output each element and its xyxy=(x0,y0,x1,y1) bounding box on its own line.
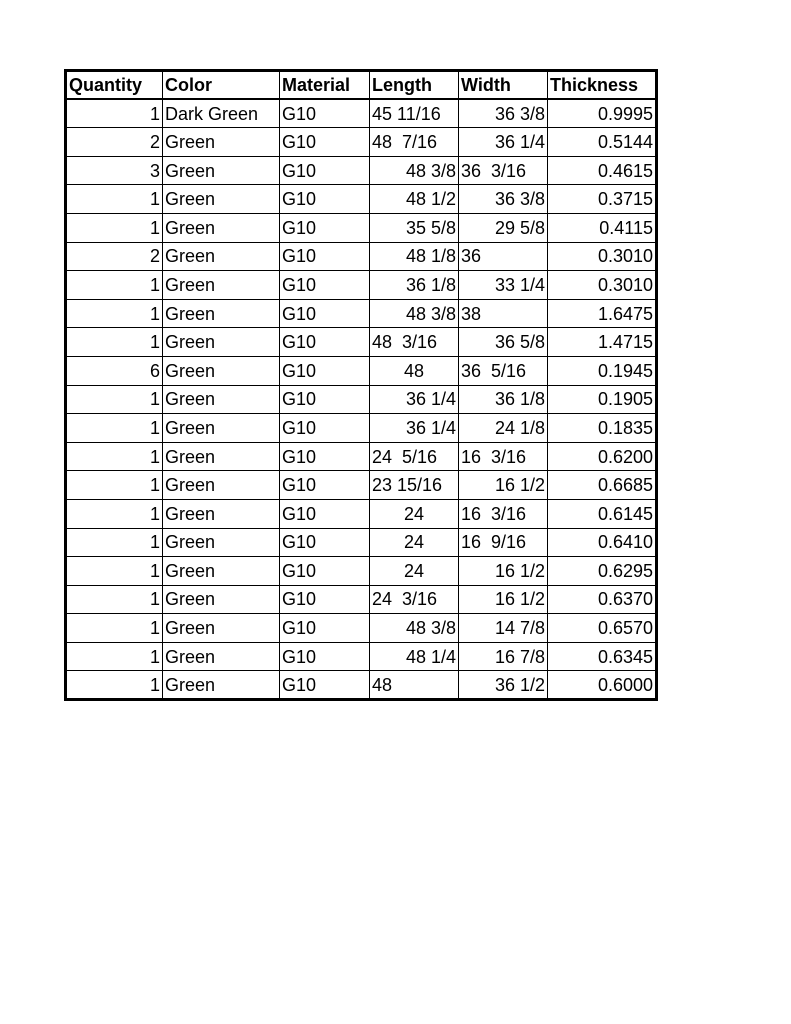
color-cell: Green xyxy=(163,128,280,157)
table-row xyxy=(66,299,657,328)
length-cell: 24 3/16 xyxy=(370,585,459,614)
width-cell: 14 7/8 xyxy=(459,614,548,643)
header-length: Length xyxy=(370,71,459,100)
quantity-cell: 1 xyxy=(66,642,163,671)
table-row xyxy=(66,528,657,557)
width-cell: 16 7/8 xyxy=(459,642,548,671)
material-cell: G10 xyxy=(280,328,370,357)
color-cell: Green xyxy=(163,156,280,185)
table-row xyxy=(66,499,657,528)
width-cell: 36 5/8 xyxy=(459,328,548,357)
material-cell: G10 xyxy=(280,557,370,586)
table-row xyxy=(66,585,657,614)
color-cell: Green xyxy=(163,213,280,242)
thickness-cell: 0.6570 xyxy=(548,614,657,643)
length-cell: 35 5/8 xyxy=(370,213,459,242)
material-cell: G10 xyxy=(280,385,370,414)
thickness-cell: 0.1905 xyxy=(548,385,657,414)
width-cell: 16 1/2 xyxy=(459,471,548,500)
parts-table xyxy=(64,69,658,701)
quantity-cell: 6 xyxy=(66,356,163,385)
quantity-cell: 1 xyxy=(66,528,163,557)
length-cell: 48 3/8 xyxy=(370,614,459,643)
header-quantity: Quantity xyxy=(66,71,163,100)
material-cell: G10 xyxy=(280,585,370,614)
thickness-cell: 0.5144 xyxy=(548,128,657,157)
thickness-cell: 0.6200 xyxy=(548,442,657,471)
thickness-cell: 0.6345 xyxy=(548,642,657,671)
width-cell: 16 3/16 xyxy=(459,499,548,528)
table-row xyxy=(66,614,657,643)
header-color: Color xyxy=(163,71,280,100)
thickness-cell: 0.6145 xyxy=(548,499,657,528)
material-cell: G10 xyxy=(280,499,370,528)
material-cell: G10 xyxy=(280,185,370,214)
width-cell: 16 1/2 xyxy=(459,557,548,586)
length-cell: 24 xyxy=(370,499,459,528)
table-row xyxy=(66,242,657,271)
quantity-cell: 1 xyxy=(66,614,163,643)
thickness-cell: 0.6410 xyxy=(548,528,657,557)
material-cell: G10 xyxy=(280,242,370,271)
length-cell: 48 7/16 xyxy=(370,128,459,157)
table-row xyxy=(66,442,657,471)
material-cell: G10 xyxy=(280,442,370,471)
table-row xyxy=(66,213,657,242)
color-cell: Green xyxy=(163,471,280,500)
width-cell: 38 xyxy=(459,299,548,328)
quantity-cell: 1 xyxy=(66,213,163,242)
quantity-cell: 1 xyxy=(66,414,163,443)
thickness-cell: 0.1835 xyxy=(548,414,657,443)
length-cell: 48 xyxy=(370,356,459,385)
thickness-cell: 0.6000 xyxy=(548,671,657,700)
color-cell: Green xyxy=(163,557,280,586)
quantity-cell: 1 xyxy=(66,671,163,700)
table-row xyxy=(66,557,657,586)
length-cell: 48 3/16 xyxy=(370,328,459,357)
length-cell: 36 1/8 xyxy=(370,271,459,300)
material-cell: G10 xyxy=(280,156,370,185)
length-cell: 36 1/4 xyxy=(370,414,459,443)
color-cell: Green xyxy=(163,385,280,414)
header-thickness: Thickness xyxy=(548,71,657,100)
color-cell: Green xyxy=(163,356,280,385)
width-cell: 36 3/8 xyxy=(459,185,548,214)
quantity-cell: 3 xyxy=(66,156,163,185)
material-cell: G10 xyxy=(280,356,370,385)
header-width: Width xyxy=(459,71,548,100)
width-cell: 36 5/16 xyxy=(459,356,548,385)
length-cell: 48 1/8 xyxy=(370,242,459,271)
width-cell: 36 1/2 xyxy=(459,671,548,700)
table-row xyxy=(66,185,657,214)
thickness-cell: 1.6475 xyxy=(548,299,657,328)
quantity-cell: 1 xyxy=(66,499,163,528)
table-row xyxy=(66,471,657,500)
thickness-cell: 1.4715 xyxy=(548,328,657,357)
table-row xyxy=(66,356,657,385)
quantity-cell: 1 xyxy=(66,442,163,471)
material-cell: G10 xyxy=(280,671,370,700)
color-cell: Green xyxy=(163,271,280,300)
width-cell: 24 1/8 xyxy=(459,414,548,443)
header-material: Material xyxy=(280,71,370,100)
quantity-cell: 1 xyxy=(66,385,163,414)
material-cell: G10 xyxy=(280,642,370,671)
quantity-cell: 1 xyxy=(66,585,163,614)
table-row xyxy=(66,128,657,157)
table-row xyxy=(66,271,657,300)
thickness-cell: 0.4615 xyxy=(548,156,657,185)
length-cell: 24 5/16 xyxy=(370,442,459,471)
length-cell: 45 11/16 xyxy=(370,99,459,128)
material-cell: G10 xyxy=(280,99,370,128)
thickness-cell: 0.6295 xyxy=(548,557,657,586)
quantity-cell: 1 xyxy=(66,557,163,586)
length-cell: 48 1/2 xyxy=(370,185,459,214)
color-cell: Green xyxy=(163,585,280,614)
quantity-cell: 2 xyxy=(66,128,163,157)
quantity-cell: 2 xyxy=(66,242,163,271)
quantity-cell: 1 xyxy=(66,185,163,214)
quantity-cell: 1 xyxy=(66,328,163,357)
table-row xyxy=(66,414,657,443)
material-cell: G10 xyxy=(280,271,370,300)
length-cell: 36 1/4 xyxy=(370,385,459,414)
length-cell: 48 3/8 xyxy=(370,299,459,328)
color-cell: Green xyxy=(163,242,280,271)
material-cell: G10 xyxy=(280,471,370,500)
material-cell: G10 xyxy=(280,414,370,443)
color-cell: Green xyxy=(163,528,280,557)
table-row xyxy=(66,328,657,357)
thickness-cell: 0.6685 xyxy=(548,471,657,500)
length-cell: 23 15/16 xyxy=(370,471,459,500)
color-cell: Green xyxy=(163,299,280,328)
length-cell: 24 xyxy=(370,528,459,557)
material-cell: G10 xyxy=(280,213,370,242)
width-cell: 36 3/8 xyxy=(459,99,548,128)
table-row xyxy=(66,99,657,128)
color-cell: Green xyxy=(163,414,280,443)
color-cell: Green xyxy=(163,499,280,528)
quantity-cell: 1 xyxy=(66,271,163,300)
width-cell: 36 1/8 xyxy=(459,385,548,414)
thickness-cell: 0.1945 xyxy=(548,356,657,385)
width-cell: 16 1/2 xyxy=(459,585,548,614)
material-cell: G10 xyxy=(280,128,370,157)
material-cell: G10 xyxy=(280,614,370,643)
thickness-cell: 0.3010 xyxy=(548,242,657,271)
width-cell: 29 5/8 xyxy=(459,213,548,242)
color-cell: Green xyxy=(163,614,280,643)
width-cell: 36 xyxy=(459,242,548,271)
material-cell: G10 xyxy=(280,528,370,557)
quantity-cell: 1 xyxy=(66,471,163,500)
length-cell: 24 xyxy=(370,557,459,586)
thickness-cell: 0.3715 xyxy=(548,185,657,214)
table-row xyxy=(66,642,657,671)
width-cell: 36 3/16 xyxy=(459,156,548,185)
material-cell: G10 xyxy=(280,299,370,328)
thickness-cell: 0.3010 xyxy=(548,271,657,300)
color-cell: Green xyxy=(163,328,280,357)
quantity-cell: 1 xyxy=(66,299,163,328)
color-cell: Green xyxy=(163,442,280,471)
quantity-cell: 1 xyxy=(66,99,163,128)
thickness-cell: 0.6370 xyxy=(548,585,657,614)
thickness-cell: 0.9995 xyxy=(548,99,657,128)
color-cell: Green xyxy=(163,185,280,214)
length-cell: 48 1/4 xyxy=(370,642,459,671)
width-cell: 33 1/4 xyxy=(459,271,548,300)
length-cell: 48 3/8 xyxy=(370,156,459,185)
width-cell: 36 1/4 xyxy=(459,128,548,157)
width-cell: 16 3/16 xyxy=(459,442,548,471)
table-row xyxy=(66,156,657,185)
length-cell: 48 xyxy=(370,671,459,700)
table-row xyxy=(66,385,657,414)
color-cell: Green xyxy=(163,671,280,700)
table-row xyxy=(66,671,657,700)
header-row xyxy=(66,71,657,100)
width-cell: 16 9/16 xyxy=(459,528,548,557)
color-cell: Green xyxy=(163,642,280,671)
thickness-cell: 0.4115 xyxy=(548,213,657,242)
color-cell: Dark Green xyxy=(163,99,280,128)
